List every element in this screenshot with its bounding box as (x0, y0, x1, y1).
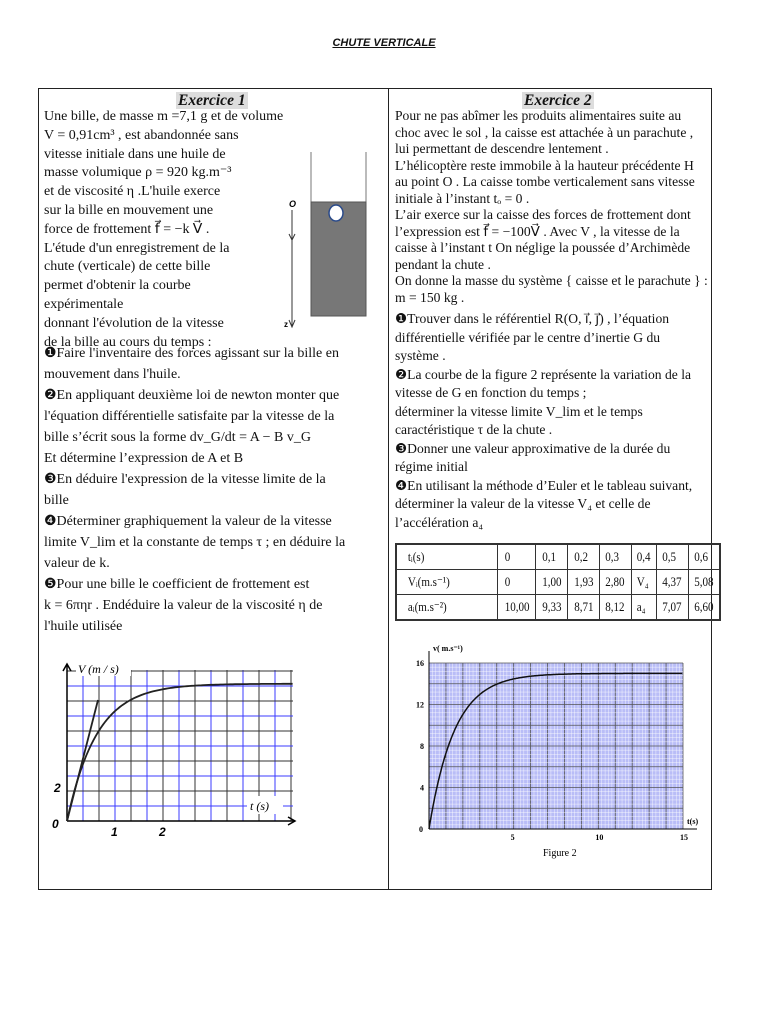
text-line: ❷La courbe de la figure 2 représente la variation de la (395, 366, 692, 382)
text-line: ❺Pour une bille le coefficient de frottement est (44, 577, 310, 592)
y-tick-label: 2 (54, 781, 61, 795)
text-line: et de viscosité η .L'huile exerce (44, 184, 221, 200)
text-line: donnant l'évolution de la vitesse (44, 315, 224, 331)
table-cell: 8,12 (602, 595, 629, 621)
exercise-2-intro (395, 108, 708, 306)
text-line: système . (395, 348, 446, 363)
text-line: ❶Faire l'inventaire des forces agissant sur la bille en (44, 346, 339, 361)
table-cell: 5,08 (690, 570, 717, 595)
table-row (396, 595, 720, 621)
y-axis-label: v( m.s⁻¹) (433, 644, 463, 653)
text-line: ❷En appliquant deuxième loi de newton monter que (44, 388, 340, 403)
text-line: chute (verticale) de cette bille (44, 259, 211, 275)
text-line: bille (44, 493, 69, 508)
table-row (396, 544, 720, 570)
text-line: l’accélération a₄ (395, 514, 484, 530)
text-line: ❶Trouver dans le référentiel R(O, i⃗, j⃗) , l’équation (395, 311, 670, 326)
velocity-graph-2 (400, 640, 700, 865)
table-cell: 1,93 (570, 570, 597, 595)
exercise-2-heading: Exercice 2 (524, 92, 592, 109)
text-line: On donne la masse du système { caisse et le parachute } : (395, 273, 708, 288)
text-line: L'étude d'un enregistrement de la (44, 240, 230, 256)
text-line: au point O . La caisse tombe verticalement sans vitesse (395, 174, 695, 189)
table-cell: 0,4 (633, 544, 654, 570)
x-tick-label: 5 (510, 833, 515, 842)
exercise-1-questions (44, 343, 345, 637)
text-line: V = 0,91cm³ , est abandonnée sans (44, 127, 239, 143)
table-cell: 10,00 (500, 595, 533, 621)
text-line: valeur de k. (44, 556, 110, 571)
text-line: initiale à l’instant tₒ = 0 . (395, 190, 530, 206)
origin-label: O (289, 199, 297, 209)
y-tick-label: 12 (416, 700, 424, 710)
table-cell: V₄ (633, 570, 654, 595)
table-cell: 0,6 (690, 544, 717, 570)
table-cell: 0,2 (570, 544, 597, 570)
text-line: différentielle vérifiée par le centre d’inertie G du (395, 329, 661, 345)
text-line: ❸En déduire l'expression de la vitesse limite de la (44, 472, 326, 487)
text-line: masse volumique ρ = 920 kg.m⁻³ (44, 165, 232, 181)
text-line: mouvement dans l'huile. (44, 367, 181, 382)
table-cell: 7,07 (659, 595, 686, 621)
ball (329, 205, 343, 221)
text-line: ❸Donner une valeur approximative de la durée du (395, 440, 671, 456)
z-label: z (284, 320, 288, 329)
text-line: vitesse initiale dans une huile de (44, 146, 226, 162)
y-tick-label: 16 (416, 659, 424, 668)
exercise-1-heading: Exercice 1 (178, 92, 246, 109)
text-line: caractéristique τ de la chute . (395, 422, 553, 437)
exercise-1-intro (44, 108, 283, 352)
text-line: bille s’écrit sous la forme dv_G/dt = A − B v_G (44, 430, 311, 445)
table-cell: 9,33 (538, 595, 565, 621)
y-tick-label: 4 (420, 783, 424, 793)
tube-diagram (270, 140, 380, 340)
text-line: l'huile utilisée (44, 619, 123, 634)
text-line: pendant la chute . (395, 256, 491, 272)
figure-caption: Figure 2 (543, 848, 577, 859)
text-line: permet d'obtenir la courbe (44, 278, 191, 294)
document-title: CHUTE VERTICALE (332, 37, 436, 49)
origin-label: 0 (52, 817, 59, 831)
y-tick-label: 8 (420, 742, 424, 751)
table-cell: aᵢ(m.s⁻²) (404, 595, 490, 621)
x-tick-label: 10 (595, 833, 604, 842)
x-tick-label: 1 (111, 825, 118, 839)
text-line: expérimentale (44, 296, 124, 312)
table-cell: tᵢ(s) (404, 544, 490, 570)
text-line: ❹Déterminer graphiquement la valeur de la vitesse (44, 514, 332, 529)
x-tick-label: 15 (680, 833, 688, 842)
x-tick-label: 2 (159, 825, 166, 839)
table-cell: 2,80 (602, 570, 629, 595)
text-line: Et détermine l’expression de A et B (44, 451, 244, 466)
table-cell: 0,1 (538, 544, 565, 570)
table-cell: 1,00 (538, 570, 565, 595)
table-cell: a₄ (633, 595, 654, 621)
table-cell: 4,37 (659, 570, 686, 595)
velocity-graph-1 (40, 650, 300, 850)
text-line: force de frottement f⃗ = −k V⃗ . (44, 221, 210, 237)
table-cell: 0,5 (659, 544, 686, 570)
text-line: déterminer la vitesse limite V_lim et le temps (395, 403, 643, 419)
text-line: m = 150 kg . (395, 289, 465, 305)
y-axis-label: V (m / s) (78, 662, 119, 676)
origin-label: 0 (419, 825, 423, 834)
text-line: l’expression est f⃗ = −100V⃗ . Avec V , la vitesse de la (395, 223, 680, 239)
table-cell: Vᵢ(m.s⁻¹) (404, 570, 490, 595)
table-cell: 0 (500, 570, 533, 595)
text-line: Une bille, de masse m =7,1 g et de volume (44, 109, 284, 124)
text-line: Pour ne pas abîmer les produits alimentaires suite au (395, 108, 682, 123)
text-line: L’air exerce sur la caisse des forces de frottement dont (395, 207, 691, 222)
table-cell: 0 (500, 544, 533, 570)
euler-table (395, 543, 721, 621)
text-line: lui permettant de descendre lentement . (395, 141, 609, 156)
x-axis-label: t (s) (250, 799, 269, 813)
table-row (396, 570, 720, 595)
text-line: choc avec le sol , la caisse est attachée à un parachute , (395, 124, 694, 140)
text-line: vitesse de G en fonction du temps ; (395, 385, 587, 400)
table-cell: 6,60 (690, 595, 717, 621)
text-line: l'équation différentielle satisfaite par la vitesse de la (44, 409, 335, 424)
text-line: limite V_lim et la constante de temps τ ; en déduire la (44, 535, 346, 550)
column-divider (388, 88, 389, 890)
text-line: sur la bille en mouvement une (44, 202, 214, 218)
table-cell: 8,71 (570, 595, 597, 621)
text-line: régime initial (395, 459, 468, 474)
exercise-2-questions (395, 310, 692, 532)
text-line: déterminer la valeur de la vitesse V₄ et celle de (395, 496, 651, 511)
x-axis-label: t(s) (687, 817, 699, 826)
text-line: ❹En utilisant la méthode d’Euler et le tableau suivant, (395, 477, 693, 493)
text-line: k = 6πηr . Endéduire la valeur de la viscosité η de (44, 598, 323, 613)
text-line: L’hélicoptère reste immobile à la hauteur précédente H (395, 157, 694, 173)
text-line: caisse à l’instant t On néglige la poussée d’Archimède (395, 240, 691, 255)
table-cell: 0,3 (602, 544, 629, 570)
text-line: de la bille au cours du temps : (44, 334, 212, 350)
